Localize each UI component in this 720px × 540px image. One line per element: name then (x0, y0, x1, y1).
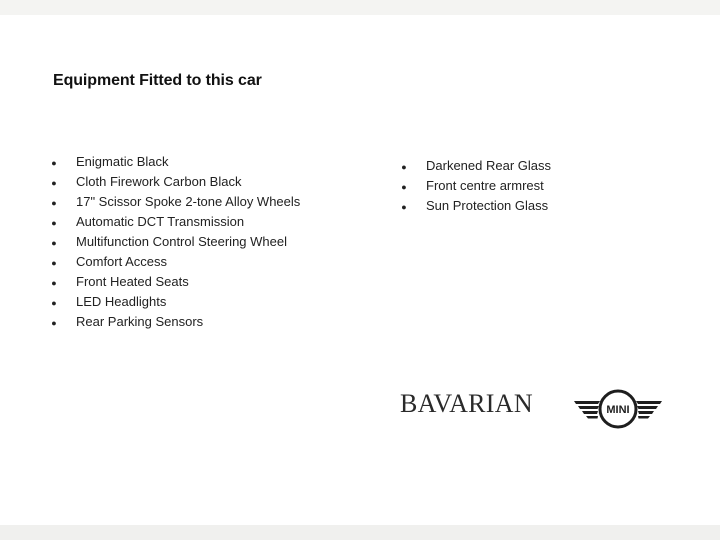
mini-logo-text: MINI (606, 404, 630, 416)
bullet-icon: ● (51, 318, 57, 328)
equipment-item-label: Comfort Access (76, 254, 168, 269)
bullet-icon: ● (51, 158, 57, 168)
equipment-item-label: 17" Scissor Spoke 2-tone Alloy Wheels (76, 194, 301, 209)
bullet-icon: ● (51, 218, 57, 228)
bullet-icon: ● (51, 298, 57, 308)
equipment-item-label: Front Heated Seats (76, 274, 189, 289)
equipment-item-label: Multifunction Control Steering Wheel (76, 234, 287, 249)
equipment-item-label: Automatic DCT Transmission (76, 214, 245, 229)
bullet-icon: ● (401, 202, 407, 212)
bullet-icon: ● (51, 278, 57, 288)
equipment-item-label: Sun Protection Glass (426, 198, 549, 213)
dealer-logo: BAVARIAN (400, 389, 533, 418)
bullet-icon: ● (51, 238, 57, 248)
equipment-item-label: Cloth Firework Carbon Black (76, 174, 242, 189)
mini-logo-icon (572, 388, 664, 430)
page-title: Equipment Fitted to this car (53, 72, 262, 89)
bullet-icon: ● (51, 258, 57, 268)
equipment-item-label: Rear Parking Sensors (76, 314, 204, 329)
equipment-item-label: Enigmatic Black (76, 154, 169, 169)
bullet-icon: ● (401, 162, 407, 172)
bullet-icon: ● (51, 198, 57, 208)
equipment-sheet (0, 15, 720, 525)
bullet-icon: ● (401, 182, 407, 192)
equipment-item-label: LED Headlights (76, 294, 167, 309)
bullet-icon: ● (51, 178, 57, 188)
equipment-item-label: Front centre armrest (426, 178, 544, 193)
footer-band (0, 525, 720, 540)
equipment-item-label: Darkened Rear Glass (426, 158, 551, 173)
